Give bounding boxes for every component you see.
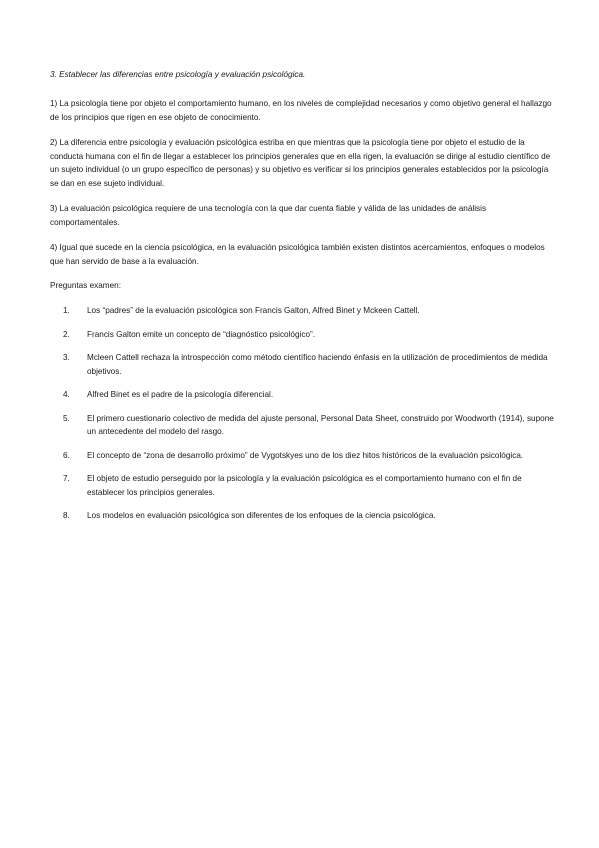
question-number: 1.: [63, 306, 70, 315]
document-page: [50, 69, 555, 533]
question-number: 5.: [63, 413, 70, 423]
question-number: 4.: [63, 390, 70, 399]
question-text: Francis Galton emite un concepto de “diagnóstico psicológico”.: [87, 329, 316, 339]
question-number: 2.: [63, 329, 70, 339]
question-text: El concepto de “zona de desarrollo próximo” de Vygotskyes uno de los diez hitos históricos de la evaluación psicológica.: [87, 450, 524, 460]
question-item: [50, 412, 555, 439]
question-text: El primero cuestionario colectivo de medida del ajuste personal, Personal Data Sheet, construido por Woodworth (1914), supone un antecedente del modelo del rasgo.: [87, 413, 554, 436]
question-text: El objeto de estudio perseguido por la psicología y la evaluación psicológica es el comportamiento humano con el fin de establecer los principios generales.: [87, 474, 522, 497]
question-number: 6.: [63, 450, 70, 460]
paragraph-1: 1) La psicología tiene por objeto el comportamiento humano, en los niveles de complejidad necesarios y como objetivo general el hallazgo de los principios que rigen en ese objeto de conocimiento.: [50, 99, 552, 122]
section-heading: 3. Establecer las diferencias entre psicología y evaluación psicológica.: [50, 70, 306, 79]
question-item: [50, 472, 555, 499]
question-item: [50, 509, 555, 523]
question-item: [50, 328, 555, 342]
paragraph-4: 4) Igual que sucede en la ciencia psicológica, en la evaluación psicológica también existen distintos acercamientos, enfoques o modelos que han servido de base a la evaluación.: [50, 243, 545, 266]
questions-list: [50, 304, 555, 523]
question-number: 7.: [63, 474, 70, 483]
question-number: 3.: [63, 353, 70, 362]
paragraph-2: 2) La diferencia entre psicología y evaluación psicológica estriba en que mientras que la psicología tiene por objeto el estudio de la conducta humana con el fin de llegar a establecer los principios generales que en ella rigen, la evaluación se dirige al estudio científico de un sujeto individual (o un grupo específico de personas) y su objetivo es verificar si los principios generales establecidos por la psicología se dan en ese sujeto individual.: [50, 138, 551, 188]
question-item: [50, 351, 555, 378]
question-number: 8.: [63, 511, 70, 520]
question-text: Los “padres” de la evaluación psicológica son Francis Galton, Alfred Binet y Mckeen Cattell.: [87, 306, 420, 315]
question-text: Los modelos en evaluación psicológica son diferentes de los enfoques de la ciencia psicológica.: [87, 511, 436, 520]
questions-label: Preguntas examen:: [50, 281, 122, 290]
question-item: [50, 449, 555, 463]
question-text: Mcleen Cattell rechaza la introspección como método científico haciendo énfasis en la utilización de procedimientos de medida objetivos.: [87, 353, 548, 376]
question-item: [50, 388, 555, 402]
paragraph-3: 3) La evaluación psicológica requiere de una tecnología con la que dar cuenta fiable y válida de las unidades de análisis comportamentales.: [50, 204, 487, 227]
question-text: Alfred Binet es el padre de la psicología diferencial.: [87, 390, 274, 399]
question-item: [50, 304, 555, 318]
